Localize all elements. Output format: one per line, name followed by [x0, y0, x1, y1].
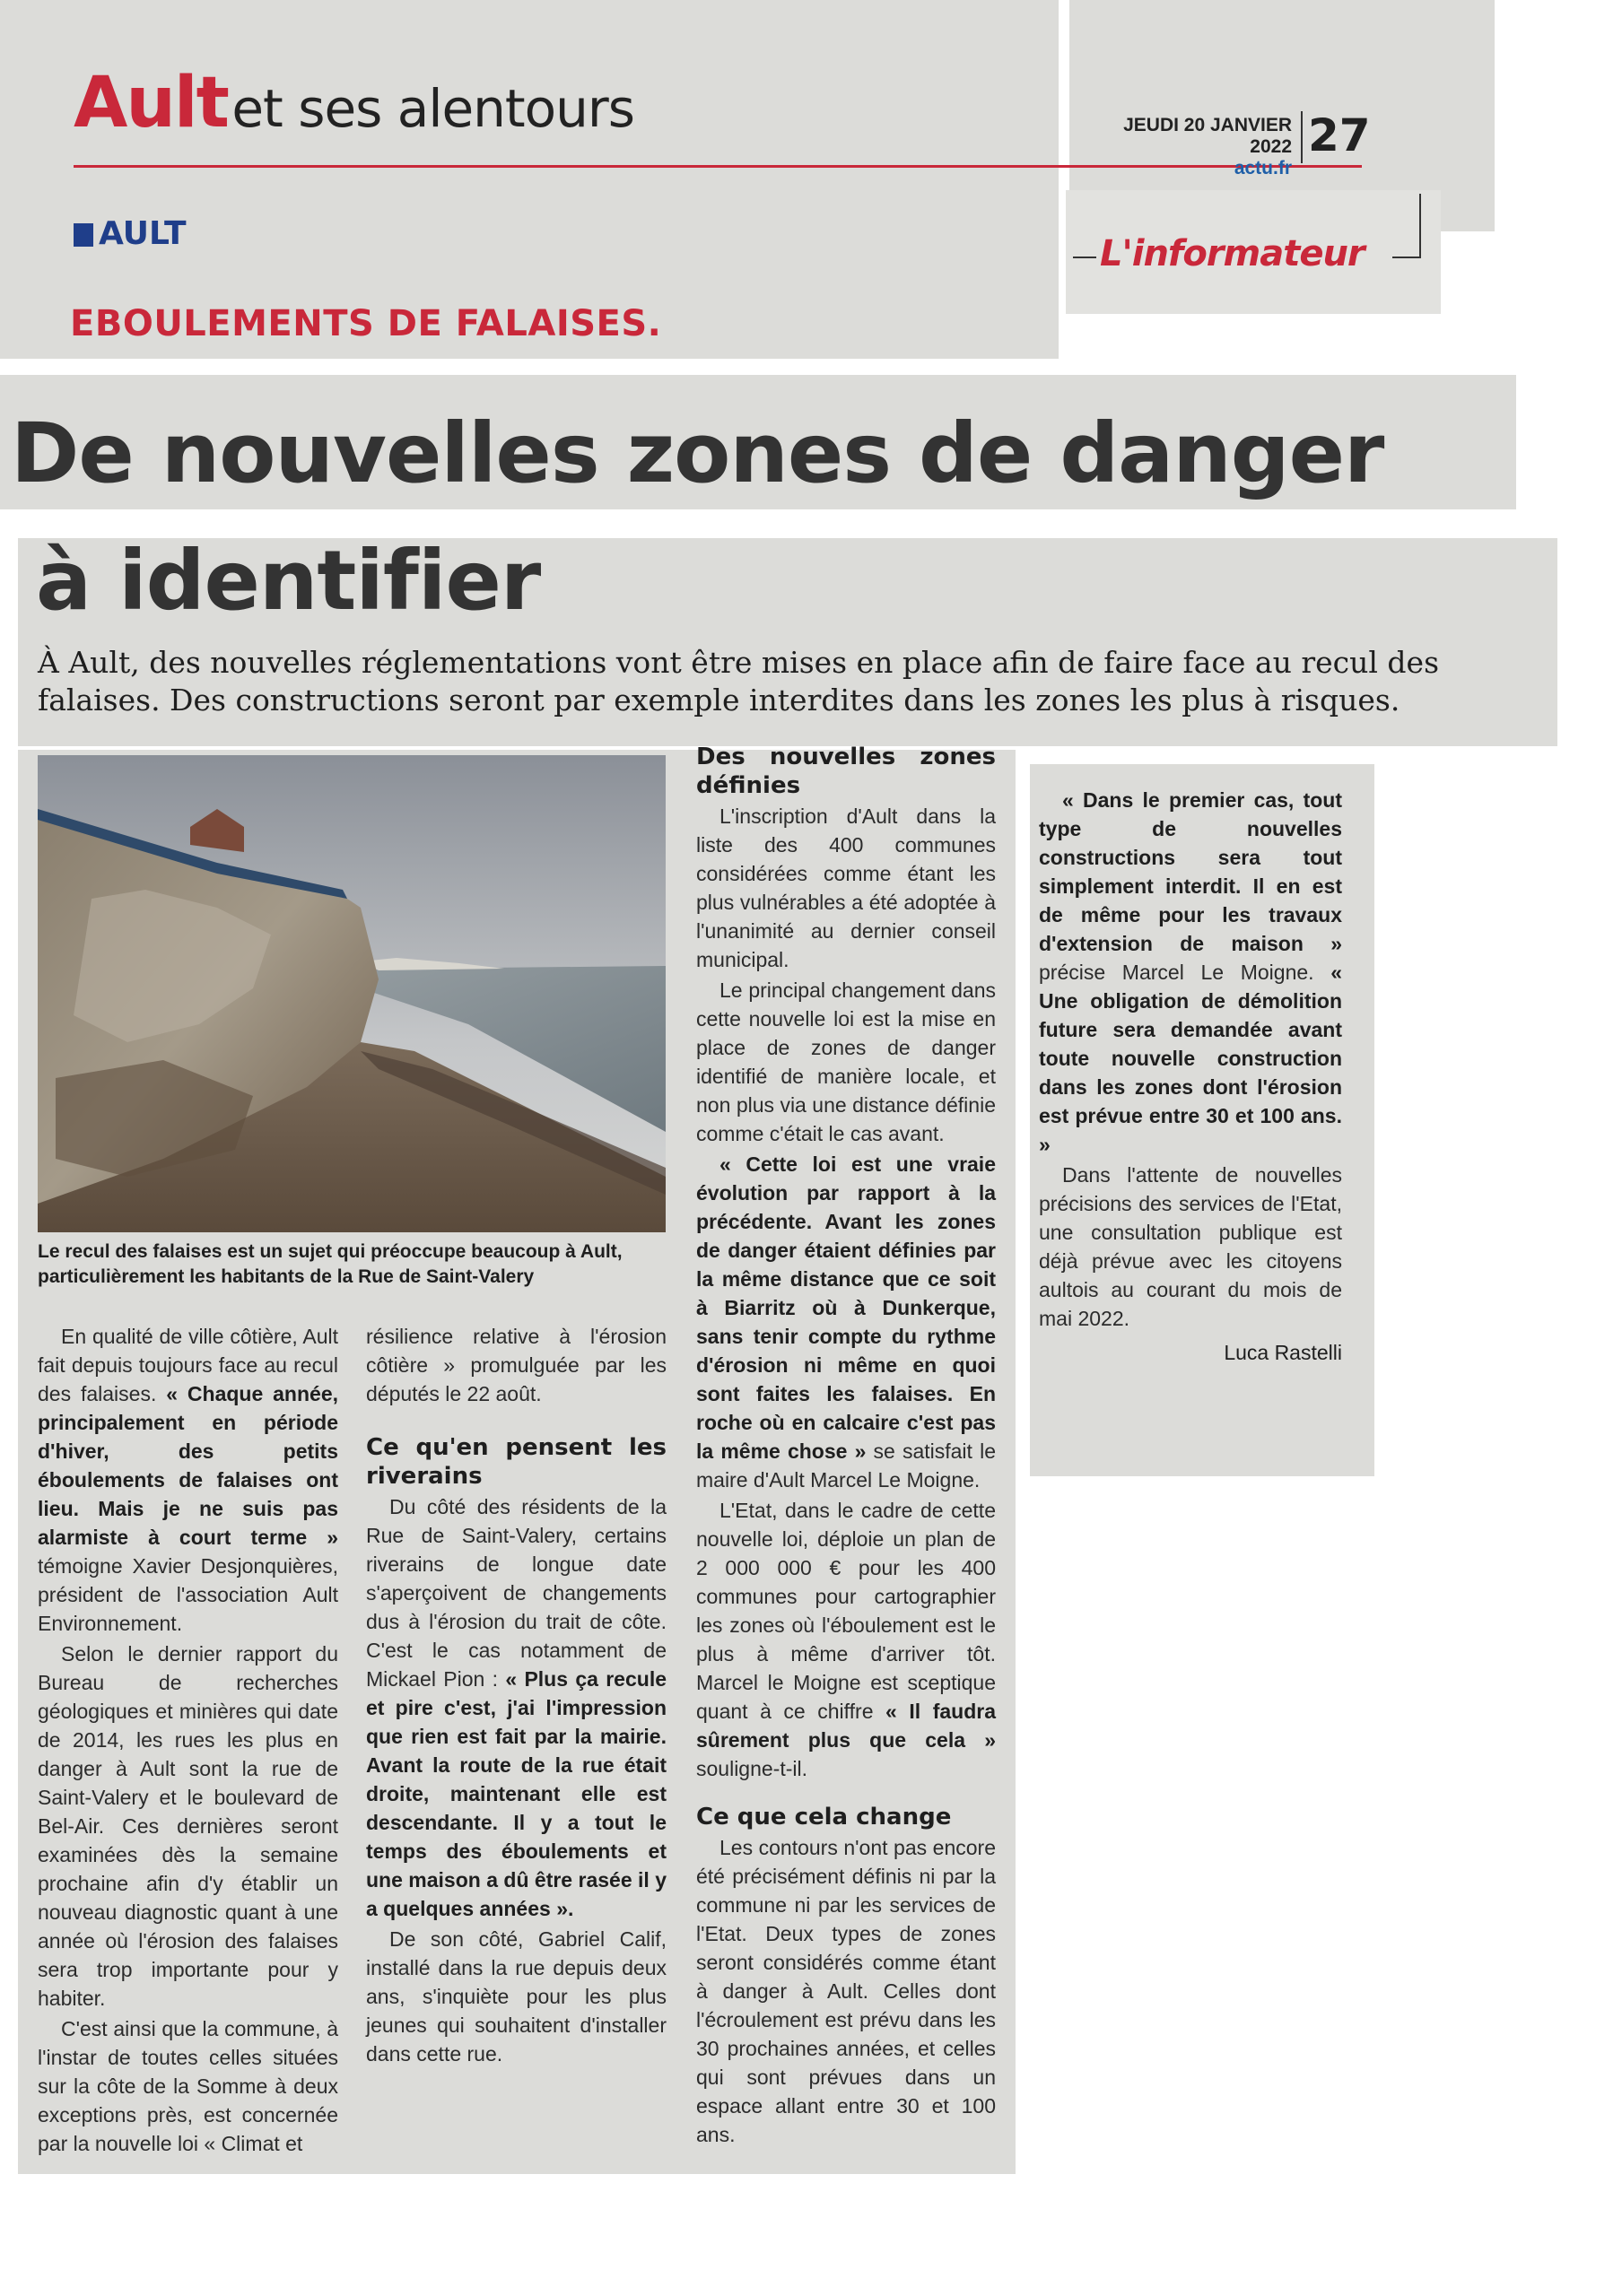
col3-subhead-1: Des nouvelles zones définies [696, 744, 996, 799]
rubric-title [74, 63, 634, 144]
site-link[interactable]: actu.fr [1234, 158, 1292, 178]
col3-paragraph-4: L'Etat, dans le cadre de cette nouvelle loi, déploie un plan de 2 000 000 € pour les 400 communes pour cartographier les zones où l'éboulement est le plus à même d'arriver tôt. Marcel le Moigne est sceptique quant à ce chiffre « Il faudra sûrement plus que cela » souligne-t-il. [696, 1499, 996, 1780]
brand-block [1073, 230, 1425, 283]
col4-paragraph-2: Dans l'attente de nouvelles précisions des services de l'Etat, une consultation publique est déjà prévue avec les citoyens aultois au courant du mois de mai 2022. [1039, 1163, 1342, 1330]
col3-subhead-2: Ce que cela change [696, 1804, 952, 1831]
section-tag [74, 215, 187, 252]
col2-paragraph-3: De son côté, Gabriel Calif, installé dans la rue depuis deux ans, s'inquiète pour les plus jeunes qui souhaitent d'installer dans cette rue. [366, 1927, 667, 2066]
kicker: EBOULEMENTS DE FALAISES. [70, 303, 662, 344]
col2-paragraph-2: Du côté des résidents de la Rue de Saint-Valery, certains riverains de longue date s'aperçoivent de changements dus à l'érosion du trait de côte. C'est le cas notamment de Mickael Pion : « Plus ça recule et pire c'est, j'ai l'impression que rien est fait par la mairie. Avant la route de la rue était droite, maintenant elle est descendante. Il y a tout le temps des éboulements et une maison a dû être rasée il y a quelques années ». [366, 1495, 667, 1920]
dateline [1086, 115, 1292, 179]
col3-paragraph-1: L'inscription d'Ault dans la liste des 400 communes considérées comme étant les plus vulnérables a été adoptée à l'unanimité au dernier conseil municipal. [696, 804, 996, 971]
chapo: À Ault, des nouvelles réglementations vont être mises en place afin de faire face au recul des falaises. Des constructions seront par exemple interdites dans les zones les plus à risques. [38, 645, 1440, 718]
headline-line-1: De nouvelles zones de danger [11, 405, 1384, 501]
rubric-sub: et ses alentours [231, 78, 634, 139]
author-signature: Luca Rastelli [1224, 1341, 1342, 1364]
tag-label: AULT [99, 215, 187, 252]
col1-paragraph-2: Selon le dernier rapport du Bureau de recherches géologiques et minières qui date de 2014, les rues les plus en danger à Ault sont la rue de Saint-Valery et le boulevard de Bel-Air. Ces dernières seront examinées dès la semaine prochaine afin d'y établir un nouveau diagnostic quant à une année où l'érosion des falaises sera trop importante pour y habiter. [38, 1642, 338, 2010]
column-1 [38, 1322, 338, 2160]
col2-paragraph-1: résilience relative à l'érosion côtière » promulguée par les députés le 22 août. [366, 1325, 667, 1405]
rubric-main: Ault [74, 63, 228, 144]
col2-quote: « Plus ça recule et pire c'est, j'ai l'impression que rien est fait par la mairie. Avant la route de la rue était droite, maintenant elle est descendante. Il y a tout le temps des éboulements et une maison a dû être rasée il y a quelques années ». [366, 1667, 667, 1920]
col4-paragraph-1: « Dans le premier cas, tout type de nouvelles constructions sera tout simplement interdit. Il en est de même pour les travaux d'extension de maison » précise Marcel Le Moigne. « Une obligation de démolition future sera demandée avant toute nouvelle construction dans les zones dont l'érosion est prévue entre 30 et 100 ans. » [1039, 788, 1342, 1156]
date: JEUDI 20 JANVIER 2022 [1123, 115, 1292, 157]
col3-paragraph-3: « Cette loi est une vraie évolution par rapport à la précédente. Avant les zones de danger étaient définies par la même distance que ce soit à Biarritz où à Dunkerque, sans tenir compte du rythme d'érosion ni même en quoi sont faites les falaises. En roche où en calcaire c'est pas la même chose » se satisfait le maire d'Ault Marcel Le Moigne. [696, 1152, 996, 1492]
headline-line-2: à identifier [36, 533, 541, 629]
col3-paragraph-5: Les contours n'ont pas encore été précisément définis ni par la commune ni par les services de l'Etat. Deux types de zones seront considérés comme étant à danger à Ault. Celles dont l'écroulement est prévu dans les 30 prochaines années, et celles qui sont prévues dans un espace allant entre 30 et 100 ans. [696, 1836, 996, 2146]
col3-paragraph-2: Le principal changement dans cette nouvelle loi est la mise en place de zones de danger identifié de manière locale, et non plus via une distance définie comme c'était le cas avant. [696, 978, 996, 1145]
brand-rule-right [1392, 257, 1419, 258]
col1-paragraph-3: C'est ainsi que la commune, à l'instar de toutes celles situées sur la côte de la Somme à deux exceptions près, est concernée par la nouvelle loi « Climat et [38, 2017, 338, 2155]
column-2 [366, 1322, 667, 2070]
page-number: 27 [1308, 109, 1371, 161]
photo-caption: Le recul des falaises est un sujet qui préoccupe beaucoup à Ault, particulièrement les habitants de la Rue de Saint-Valery [38, 1241, 623, 1287]
col1-paragraph-1: En qualité de ville côtière, Ault fait depuis toujours face au recul des falaises. « Chaque année, principalement en période d'hiver, des petits éboulements de falaises ont lieu. Mais je ne suis pas alarmiste à court terme » témoigne Xavier Desjonquières, président de l'association Ault Environnement. [38, 1325, 338, 1635]
col3-quote-2: « Il faudra sûrement plus que cela » [696, 1700, 996, 1752]
brand-logo: L'informateur [1100, 233, 1365, 274]
brand-rule-vertical [1419, 194, 1421, 258]
tag-square [74, 223, 93, 247]
col1-quote: « Chaque année, principalement en période d'hiver, des petits éboulements de falaises ont lieu. Mais je ne suis pas alarmiste à court terme » [38, 1382, 338, 1549]
page-number-divider [1301, 111, 1303, 163]
cliff-photo [38, 755, 666, 1232]
column-4 [1039, 786, 1342, 1367]
column-3 [696, 743, 996, 2151]
col4-quote: « Dans le premier cas, tout type de nouvelles constructions sera tout simplement interdit. Il en est de même pour les travaux d'extension de maison » [1039, 788, 1342, 955]
cliff-photo-image [38, 755, 666, 1232]
col4-quote-2: « Une obligation de démolition future sera demandée avant toute nouvelle construction dans les zones dont l'érosion est prévue entre 30 et 100 ans. » [1039, 961, 1342, 1156]
brand-rule-left [1073, 257, 1096, 258]
col2-subhead: Ce qu'en pensent les riverains [366, 1434, 667, 1490]
col3-quote: « Cette loi est une vraie évolution par rapport à la précédente. Avant les zones de danger étaient définies par la même distance que ce soit à Biarritz où à Dunkerque, sans tenir compte du rythme d'érosion ni même en quoi sont faites les falaises. En roche où en calcaire c'est pas la même chose » [696, 1152, 996, 1463]
